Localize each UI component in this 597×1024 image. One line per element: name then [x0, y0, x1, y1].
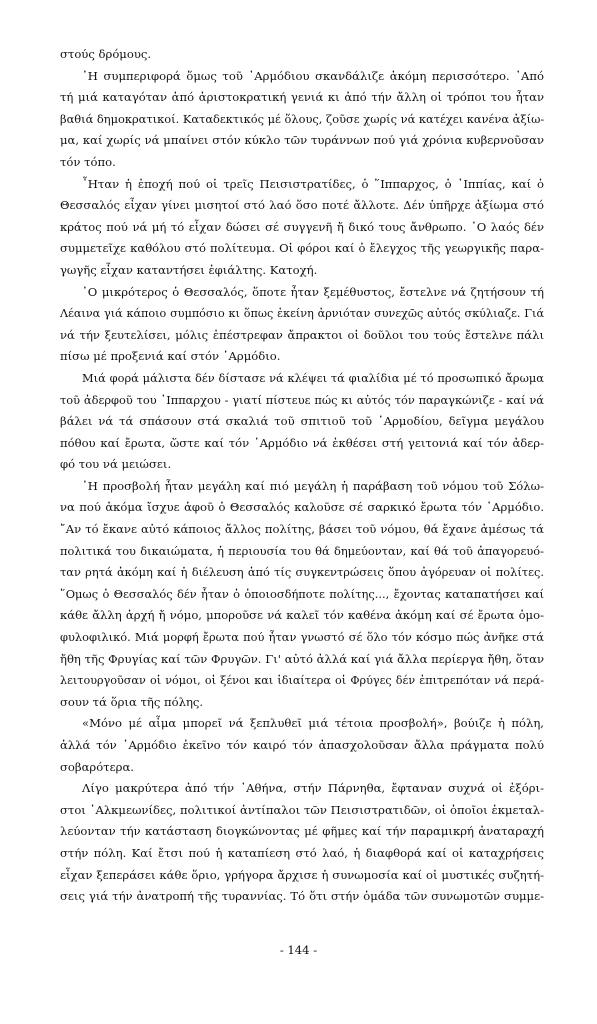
page-number: - 144 - — [279, 943, 318, 957]
text-line: φό του νά μειώσει. — [60, 457, 172, 472]
text-line: πόθου καί ἔρωτα, ὥστε καί τόν ῾Αρμόδιο νά ἐκθέσει στή γειτονιά καί τόν ἀδερ- — [60, 435, 544, 450]
text-line: συμμετεῖχε καθόλου στό πολίτευμα. Οἱ φόροι καί ὁ ἔλεγχος τῆς γεωργικῆς παρα- — [60, 241, 544, 256]
text-line: νά τήν ξευτελίσει, μόλις ἐπέστρεφαν ἄπρακτοι οἱ δοῦλοι του τούς ἔστελνε πάλι — [60, 327, 544, 342]
text-line: πίσω μέ προξενιά καί στόν ῾Αρμόδιο. — [60, 349, 281, 364]
text-line: στούς δρόμους. — [60, 47, 152, 61]
text-line: ἤθη τῆς Φρυγίας καί τῶν Φρυγῶν. Γι' αὐτό ἀλλά καί γιά ἄλλα περίεργα ἤθη, ὅταν — [60, 651, 544, 666]
text-line: λειτουργοῦσαν οἱ νόμοι, οἱ ξένοι και ἰδιαίτερα οἱ Φρύγες δέν ἐπιτρεπόταν νά περά- — [60, 674, 544, 688]
text-line: ταν ρητά ἀκόμη καί ἡ διέλευση ἀπό τίς συγκεντρώσεις ὅπου ἀγόρευαν οἱ πολίτες. — [60, 565, 544, 580]
text-line: κράτος πού νά μή τό εἶχαν δώσει σέ συγγενῆ ἤ δικό τους ἄνθρωπο. ῾Ο λαός δέν — [60, 219, 544, 234]
text-line: ῎Αν τό ἔκανε αὐτό κάποιος ἄλλος πολίτης, βάσει τοῦ νόμου, θά ἔχανε ἀμέσως τά — [60, 522, 544, 537]
text-line: σοβαρότερα. — [60, 759, 134, 774]
text-line: ῏Ηταν ἡ ἐποχή πού οἱ τρεῖς Πεισιστρατίδες, ὁ ῞Ιππαρχος, ὁ ῾Ιππίας, καί ὁ — [82, 176, 544, 191]
text-line: τόν τόπο. — [60, 154, 116, 169]
text-line: γωγῆς εἶχαν καταντήσει ἐφιάλτης. Κατοχή. — [60, 262, 318, 277]
text-line: Λίγο μακρύτερα ἀπό τήν ᾿Αθήνα, στήν Πάρνηθα, ἔφταναν συχνά οἱ ἐξόρι- — [82, 781, 544, 796]
text-line: βάλει νά τά σπάσουν στά σκαλιά τοῦ σπιτιοῦ τοῦ ῾Αρμοδίου, δεῖγμα μεγάλου — [60, 414, 544, 429]
text-line: λεύονταν τήν κατάσταση διογκώνοντας μέ φῆμες καί τήν παραμικρή ἀναταραχή — [60, 824, 544, 839]
text-line: «Μόνο μέ αἷμα μπορεῖ νά ξεπλυθεῖ μιά τέτοια προσβολή», βούιζε ἡ πόλη, — [82, 716, 544, 731]
text-line: τή μιά καταγόταν ἀπό ἀριστοκρατική γενιά κι ἀπό τήν ἄλλη οἱ τρόποι του ἦταν — [60, 90, 544, 105]
text-line: Μιά φορά μάλιστα δέν δίστασε νά κλέψει τά φιαλίδια μέ τό προσωπικό ἄρωμα — [82, 370, 544, 385]
text-line: πολιτικά του δικαιώματα, ἡ περιουσία του θά δημεύονταν, καί θά τοῦ ἀπαγορευό- — [60, 543, 544, 558]
body-text — [60, 44, 544, 908]
text-line: να πού ἀκόμα ἴσχυε ἀφοῦ ὁ Θεσσαλός καλοῦσε σέ σαρκικό ἔρωτα τόν ῾Αρμόδιο. — [60, 500, 544, 515]
text-line: τοῦ ἀδερφοῦ του ῾Ιππαρχου - γιατί πίστευε πώς κι αὐτός τόν παραγκώνιζε - καί νά — [60, 392, 544, 407]
text-line: Λέαινα γιά κάποιο συμπόσιο κι ὅπως ἐκείνη ἀρνιόταν συνεχῶς αὐτός σκύλιαζε. Γιά — [60, 307, 544, 321]
text-line: κάθε ἄλλη ἀρχή ἤ νόμο, μποροῦσε νά καλεῖ τόν καθένα ἀκόμη καί σέ ἔρωτα ὁμο- — [60, 608, 544, 623]
text-line: ῞Ομως ὁ Θεσσαλός δέν ἦταν ὁ ὁποιοσδήποτε πολίτης..., ἔχοντας καταπατήσει καί — [60, 586, 544, 601]
text-line: στήν πόλη. Καί ἔτσι πού ἡ καταπίεση στό λαό, ἡ διαφθορά καί οἱ καταχρήσεις — [60, 845, 544, 860]
text-line: εἶχαν ξεπεράσει κάθε ὅριο, γρήγορα ἄρχισε ἡ συνωμοσία καί οἱ μυστικές συζητή- — [60, 867, 544, 882]
text-line: ῾Η προσβολή ἦταν μεγάλη καί πιό μεγάλη ἡ παράβαση τοῦ νόμου τοῦ Σόλω- — [82, 478, 544, 493]
text-line: ἀλλά τόν ῾Αρμόδιο ἐκεῖνο τόν καιρό τόν ἀπασχολοῦσαν ἄλλα πράγματα πολύ — [60, 738, 544, 752]
text-line: μα, καί χωρίς νά μπαίνει στόν κύκλο τῶν τυράννων πού γιά χρόνια κυβερνοῦσαν — [60, 133, 544, 148]
text-line: ῾Ο μικρότερος ὁ Θεσσαλός, ὅποτε ἦταν ξεμέθυστος, ἔστελνε νά ζητήσουν τή — [82, 284, 544, 299]
text-line: Θεσσαλός εἶχαν γίνει μισητοί στό λαό ὅσο ποτέ ἄλλοτε. Δέν ὑπῆρχε ἀξίωμα στό — [60, 198, 544, 213]
text-line: φυλοφιλικό. Μιά μορφή ἔρωτα πού ἦταν γνωστό σέ ὅλο τόν κόσμο πώς ἀνῆκε στά — [60, 630, 544, 645]
text-line: ῾Η συμπεριφορά ὅμως τοῦ ῾Αρμόδιου σκανδάλιζε ἀκόμη περισσότερο. ᾿Από — [82, 68, 544, 83]
text-line: σεις γιά τήν ἀνατροπή τῆς τυραννίας. Τό ὅτι στήν ὁμάδα τῶν συνωμοτῶν συμμε- — [60, 889, 544, 904]
text-line: σουν τά ὅρια τῆς πόλης. — [60, 694, 204, 709]
text-line: στοι ᾿Αλκμεωνίδες, πολιτικοί ἀντίπαλοι τῶν Πεισιστρατιδῶν, οἱ ὁποῖοι ἐκμεταλ- — [60, 802, 544, 817]
text-line: βαθιά δημοκρατικοί. Καταδεκτικός μέ ὅλους, ζοῦσε χωρίς νά κατέχει κανένα ἀξίω- — [60, 111, 545, 126]
